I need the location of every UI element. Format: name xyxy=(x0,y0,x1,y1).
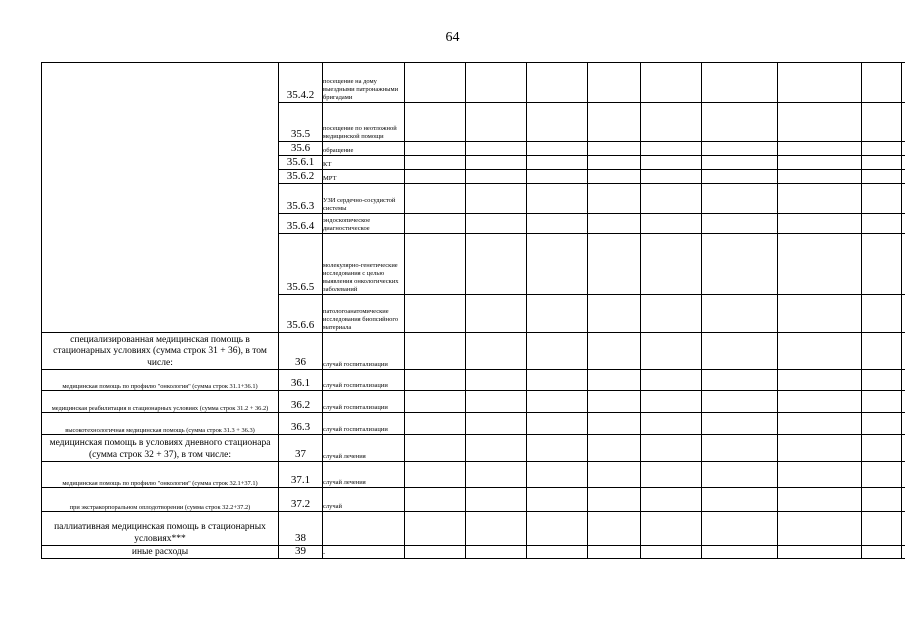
empty-value-cell xyxy=(466,170,527,184)
empty-value-cell xyxy=(405,462,466,488)
empty-value-cell xyxy=(405,142,466,156)
empty-value-cell xyxy=(702,170,778,184)
empty-value-cell xyxy=(641,462,702,488)
empty-value-cell xyxy=(862,391,902,413)
row-unit: посещение на дому выездными патронажными бригадами xyxy=(323,63,405,103)
empty-value-cell xyxy=(641,370,702,391)
empty-value-cell xyxy=(862,214,902,234)
empty-value-cell xyxy=(862,142,902,156)
empty-value-cell xyxy=(862,370,902,391)
empty-value-cell xyxy=(466,391,527,413)
empty-value-cell xyxy=(862,170,902,184)
row-code: 35.5 xyxy=(279,103,323,142)
empty-value-cell xyxy=(527,435,588,462)
row-unit: молекулярно-генетические исследования с целью выявления онкологических заболеваний xyxy=(323,234,405,295)
empty-value-cell xyxy=(466,184,527,214)
empty-value-cell xyxy=(466,234,527,295)
empty-value-cell xyxy=(466,512,527,546)
empty-value-cell xyxy=(527,546,588,559)
empty-value-cell xyxy=(702,156,778,170)
table-row xyxy=(42,435,905,462)
empty-value-cell xyxy=(527,370,588,391)
empty-value-cell xyxy=(778,435,862,462)
empty-value-cell xyxy=(778,156,862,170)
empty-value-cell xyxy=(702,370,778,391)
row-name: высокотехнологичная медицинская помощь (сумма строк 31.3 + 36.3) xyxy=(42,413,279,435)
empty-value-cell xyxy=(641,435,702,462)
row-unit: случай лечения xyxy=(323,435,405,462)
empty-value-cell xyxy=(588,435,641,462)
empty-value-cell xyxy=(702,546,778,559)
empty-value-cell xyxy=(641,391,702,413)
empty-value-cell xyxy=(466,413,527,435)
page-number: 64 xyxy=(445,30,460,45)
empty-value-cell xyxy=(902,413,905,435)
row-unit: - xyxy=(323,546,405,559)
empty-value-cell xyxy=(527,142,588,156)
empty-value-cell xyxy=(902,170,905,184)
empty-value-cell xyxy=(902,103,905,142)
row-unit: эндоскопическое диагностическое xyxy=(323,214,405,234)
empty-value-cell xyxy=(702,142,778,156)
empty-value-cell xyxy=(527,63,588,103)
empty-value-cell xyxy=(862,103,902,142)
empty-value-cell xyxy=(778,170,862,184)
empty-value-cell xyxy=(588,184,641,214)
empty-value-cell xyxy=(466,546,527,559)
empty-value-cell xyxy=(527,512,588,546)
row-name: медицинская помощь по профилю "онкология" (сумма строк 31.1+36.1) xyxy=(42,370,279,391)
empty-value-cell xyxy=(588,103,641,142)
empty-value-cell xyxy=(902,295,905,333)
empty-value-cell xyxy=(778,214,862,234)
empty-value-cell xyxy=(641,170,702,184)
empty-value-cell xyxy=(405,370,466,391)
empty-value-cell xyxy=(466,214,527,234)
empty-value-cell xyxy=(778,512,862,546)
empty-value-cell xyxy=(588,234,641,295)
empty-value-cell xyxy=(641,214,702,234)
empty-value-cell xyxy=(405,234,466,295)
empty-value-cell xyxy=(702,295,778,333)
empty-value-cell xyxy=(641,512,702,546)
row-name: медицинская реабилитация в стационарных условиях (сумма строк 31.2 + 36.2) xyxy=(42,391,279,413)
empty-value-cell xyxy=(778,462,862,488)
empty-value-cell xyxy=(466,370,527,391)
row-name: специализированная медицинская помощь в стационарных условиях (сумма строк 31 + 36), в том числе: xyxy=(42,333,279,370)
empty-value-cell xyxy=(405,103,466,142)
empty-value-cell xyxy=(641,295,702,333)
empty-value-cell xyxy=(588,546,641,559)
row-code: 35.6.4 xyxy=(279,214,323,234)
empty-value-cell xyxy=(466,435,527,462)
name-cell-empty xyxy=(42,63,279,333)
empty-value-cell xyxy=(405,546,466,559)
empty-value-cell xyxy=(641,488,702,512)
empty-value-cell xyxy=(902,370,905,391)
empty-value-cell xyxy=(527,488,588,512)
table-row xyxy=(42,512,905,546)
row-name: при экстракорпоральном оплодотворении (сумма строк 32.2+37.2) xyxy=(42,488,279,512)
empty-value-cell xyxy=(466,295,527,333)
empty-value-cell xyxy=(862,63,902,103)
empty-value-cell xyxy=(862,234,902,295)
empty-value-cell xyxy=(902,435,905,462)
row-code: 37.2 xyxy=(279,488,323,512)
empty-value-cell xyxy=(527,295,588,333)
empty-value-cell xyxy=(702,512,778,546)
empty-value-cell xyxy=(862,295,902,333)
empty-value-cell xyxy=(862,462,902,488)
empty-value-cell xyxy=(466,156,527,170)
empty-value-cell xyxy=(588,142,641,156)
empty-value-cell xyxy=(405,391,466,413)
row-unit: МРТ xyxy=(323,170,405,184)
empty-value-cell xyxy=(588,370,641,391)
row-name: медицинская помощь в условиях дневного стационара (сумма строк 32 + 37), в том числе: xyxy=(42,435,279,462)
empty-value-cell xyxy=(641,63,702,103)
empty-value-cell xyxy=(862,156,902,170)
empty-value-cell xyxy=(702,462,778,488)
row-name: паллиативная медицинская помощь в стационарных условиях*** xyxy=(42,512,279,546)
empty-value-cell xyxy=(405,295,466,333)
empty-value-cell xyxy=(405,512,466,546)
empty-value-cell xyxy=(588,462,641,488)
row-code: 36.2 xyxy=(279,391,323,413)
empty-value-cell xyxy=(702,103,778,142)
empty-value-cell xyxy=(527,156,588,170)
empty-value-cell xyxy=(466,488,527,512)
table-row xyxy=(42,413,905,435)
row-code: 37.1 xyxy=(279,462,323,488)
empty-value-cell xyxy=(702,413,778,435)
row-code: 38 xyxy=(279,512,323,546)
empty-value-cell xyxy=(862,512,902,546)
row-code: 35.4.2 xyxy=(279,63,323,103)
empty-value-cell xyxy=(778,63,862,103)
empty-value-cell xyxy=(778,370,862,391)
empty-value-cell xyxy=(588,156,641,170)
empty-value-cell xyxy=(405,214,466,234)
row-code: 35.6.1 xyxy=(279,156,323,170)
empty-value-cell xyxy=(405,63,466,103)
empty-value-cell xyxy=(405,156,466,170)
empty-value-cell xyxy=(902,488,905,512)
empty-value-cell xyxy=(466,63,527,103)
table-row xyxy=(42,333,905,370)
row-code: 35.6 xyxy=(279,142,323,156)
empty-value-cell xyxy=(641,142,702,156)
empty-value-cell xyxy=(405,170,466,184)
empty-value-cell xyxy=(641,156,702,170)
empty-value-cell xyxy=(702,391,778,413)
empty-value-cell xyxy=(862,413,902,435)
empty-value-cell xyxy=(588,512,641,546)
row-unit: обращение xyxy=(323,142,405,156)
empty-value-cell xyxy=(641,546,702,559)
empty-value-cell xyxy=(902,142,905,156)
empty-value-cell xyxy=(527,333,588,370)
empty-value-cell xyxy=(902,234,905,295)
empty-value-cell xyxy=(588,170,641,184)
empty-value-cell xyxy=(641,333,702,370)
empty-value-cell xyxy=(778,184,862,214)
table-row xyxy=(42,462,905,488)
empty-value-cell xyxy=(862,488,902,512)
empty-value-cell xyxy=(527,413,588,435)
empty-value-cell xyxy=(902,63,905,103)
empty-value-cell xyxy=(641,234,702,295)
row-unit: посещение по неотложной медицинской помощи xyxy=(323,103,405,142)
empty-value-cell xyxy=(902,214,905,234)
table-row xyxy=(42,63,905,103)
empty-value-cell xyxy=(466,103,527,142)
row-unit xyxy=(323,512,405,546)
row-code: 35.6.5 xyxy=(279,234,323,295)
empty-value-cell xyxy=(588,333,641,370)
empty-value-cell xyxy=(862,435,902,462)
empty-value-cell xyxy=(466,462,527,488)
empty-value-cell xyxy=(405,413,466,435)
empty-value-cell xyxy=(778,488,862,512)
row-code: 37 xyxy=(279,435,323,462)
empty-value-cell xyxy=(588,488,641,512)
row-code: 36.3 xyxy=(279,413,323,435)
row-code: 35.6.3 xyxy=(279,184,323,214)
empty-value-cell xyxy=(527,462,588,488)
empty-value-cell xyxy=(405,435,466,462)
empty-value-cell xyxy=(466,142,527,156)
empty-value-cell xyxy=(902,391,905,413)
empty-value-cell xyxy=(527,170,588,184)
empty-value-cell xyxy=(778,295,862,333)
row-unit: УЗИ сердечно-сосудистой системы xyxy=(323,184,405,214)
empty-value-cell xyxy=(588,214,641,234)
empty-value-cell xyxy=(588,413,641,435)
row-unit: КТ xyxy=(323,156,405,170)
row-unit: случай госпитализации xyxy=(323,370,405,391)
empty-value-cell xyxy=(588,391,641,413)
row-code: 35.6.2 xyxy=(279,170,323,184)
row-code: 36 xyxy=(279,333,323,370)
empty-value-cell xyxy=(588,63,641,103)
empty-value-cell xyxy=(902,184,905,214)
empty-value-cell xyxy=(405,333,466,370)
empty-value-cell xyxy=(641,103,702,142)
empty-value-cell xyxy=(778,142,862,156)
empty-value-cell xyxy=(641,413,702,435)
empty-value-cell xyxy=(778,391,862,413)
empty-value-cell xyxy=(466,333,527,370)
empty-value-cell xyxy=(702,435,778,462)
empty-value-cell xyxy=(527,103,588,142)
empty-value-cell xyxy=(588,295,641,333)
empty-value-cell xyxy=(527,391,588,413)
empty-value-cell xyxy=(702,184,778,214)
empty-value-cell xyxy=(405,488,466,512)
row-unit: случай госпитализации xyxy=(323,391,405,413)
financing-table xyxy=(41,62,905,559)
row-name: иные расходы xyxy=(42,546,279,559)
row-unit: случай госпитализации xyxy=(323,413,405,435)
row-code: 35.6.6 xyxy=(279,295,323,333)
empty-value-cell xyxy=(527,214,588,234)
empty-value-cell xyxy=(778,103,862,142)
row-unit: случай xyxy=(323,488,405,512)
table-row xyxy=(42,370,905,391)
empty-value-cell xyxy=(702,333,778,370)
row-unit: случай госпитализации xyxy=(323,333,405,370)
empty-value-cell xyxy=(641,184,702,214)
empty-value-cell xyxy=(778,333,862,370)
empty-value-cell xyxy=(778,413,862,435)
row-code: 36.1 xyxy=(279,370,323,391)
empty-value-cell xyxy=(702,234,778,295)
empty-value-cell xyxy=(527,184,588,214)
empty-value-cell xyxy=(862,184,902,214)
empty-value-cell xyxy=(527,234,588,295)
empty-value-cell xyxy=(778,546,862,559)
row-unit: патологоанатомические исследования биопсийного материала xyxy=(323,295,405,333)
empty-value-cell xyxy=(405,184,466,214)
empty-value-cell xyxy=(902,512,905,546)
empty-value-cell xyxy=(902,546,905,559)
row-unit: случай лечения xyxy=(323,462,405,488)
empty-value-cell xyxy=(902,462,905,488)
table-row xyxy=(42,391,905,413)
row-name: медицинская помощь по профилю "онкология" (сумма строк 32.1+37.1) xyxy=(42,462,279,488)
empty-value-cell xyxy=(702,488,778,512)
empty-value-cell xyxy=(862,546,902,559)
empty-value-cell xyxy=(862,333,902,370)
empty-value-cell xyxy=(902,156,905,170)
empty-value-cell xyxy=(702,63,778,103)
empty-value-cell xyxy=(902,333,905,370)
row-code: 39 xyxy=(279,546,323,559)
empty-value-cell xyxy=(702,214,778,234)
empty-value-cell xyxy=(778,234,862,295)
table-row xyxy=(42,546,905,559)
table-row xyxy=(42,488,905,512)
